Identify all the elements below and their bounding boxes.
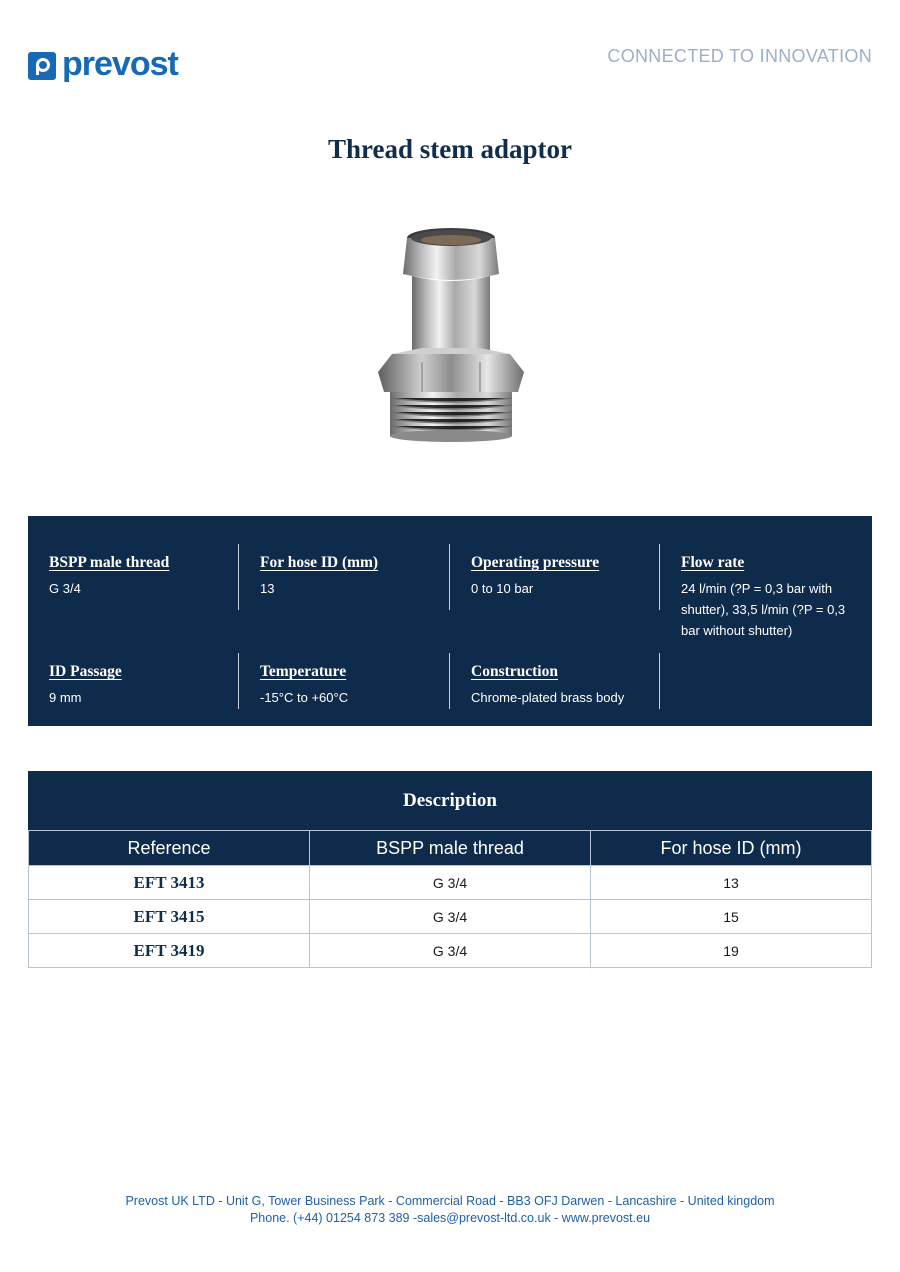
column-header-reference: Reference [29,831,310,866]
page-title: Thread stem adaptor [327,134,572,164]
spec-label: Construction [471,663,558,680]
reference-cell: EFT 3413 [29,866,310,900]
spec-label: Flow rate [681,554,745,571]
spec-flow-rate [659,544,849,638]
spec-divider [659,653,850,709]
column-header-bspp-thread: BSPP male thread [310,831,591,866]
table-row [29,900,872,934]
thread-cell: G 3/4 [310,866,591,900]
footer-address: Prevost UK LTD - Unit G, Tower Business Park - Commercial Road - BB3 OFJ Darwen - Lancashire - United kingdom [125,1194,775,1208]
thread-cell: G 3/4 [310,934,591,968]
spec-value: Chrome-plated brass body [471,690,625,705]
spec-hose-id [238,544,450,610]
spec-value: 13 [260,581,275,596]
footer [0,1193,900,1227]
reference-cell: EFT 3415 [29,900,310,934]
tagline: CONNECTED TO INNOVATION [607,46,872,66]
thread-stem-adaptor-image [340,212,560,462]
spec-label: Temperature [260,663,347,680]
prevost-logo-icon [28,52,56,80]
spec-bspp-thread [49,554,239,599]
spec-label: Operating pressure [471,554,600,571]
hose-id-cell: 15 [591,900,872,934]
spec-id-passage [49,663,239,708]
spec-value: 24 l/min (?P = 0,3 bar with shutter), 33,5 l/min (?P = 0,3 bar without shutter) [681,581,846,638]
description-heading: Description [28,771,872,830]
spec-temperature [238,653,450,709]
spec-operating-pressure [449,544,661,610]
brand-logo [28,44,178,84]
description-table [28,771,872,968]
table-row [29,934,872,968]
table-row [29,866,872,900]
spec-construction [449,653,661,709]
hose-id-cell: 13 [591,866,872,900]
spec-value: -15°C to +60°C [260,690,349,705]
spec-label: ID Passage [49,663,122,680]
spec-value: 0 to 10 bar [471,581,534,596]
reference-cell: EFT 3419 [29,934,310,968]
spec-value: 9 mm [49,690,82,705]
product-image [340,212,560,462]
spec-value: G 3/4 [49,581,81,596]
reference-table [28,830,872,968]
specifications-panel [28,516,872,726]
footer-contact: Phone. (+44) 01254 873 389 -sales@prevost-ltd.co.uk - www.prevost.eu [249,1211,651,1225]
table-header-row [29,831,872,866]
column-header-hose-id: For hose ID (mm) [591,831,872,866]
thread-cell: G 3/4 [310,900,591,934]
spec-label: BSPP male thread [49,554,170,571]
brand-name: prevost [62,45,178,83]
spec-label: For hose ID (mm) [260,554,379,571]
hose-id-cell: 19 [591,934,872,968]
